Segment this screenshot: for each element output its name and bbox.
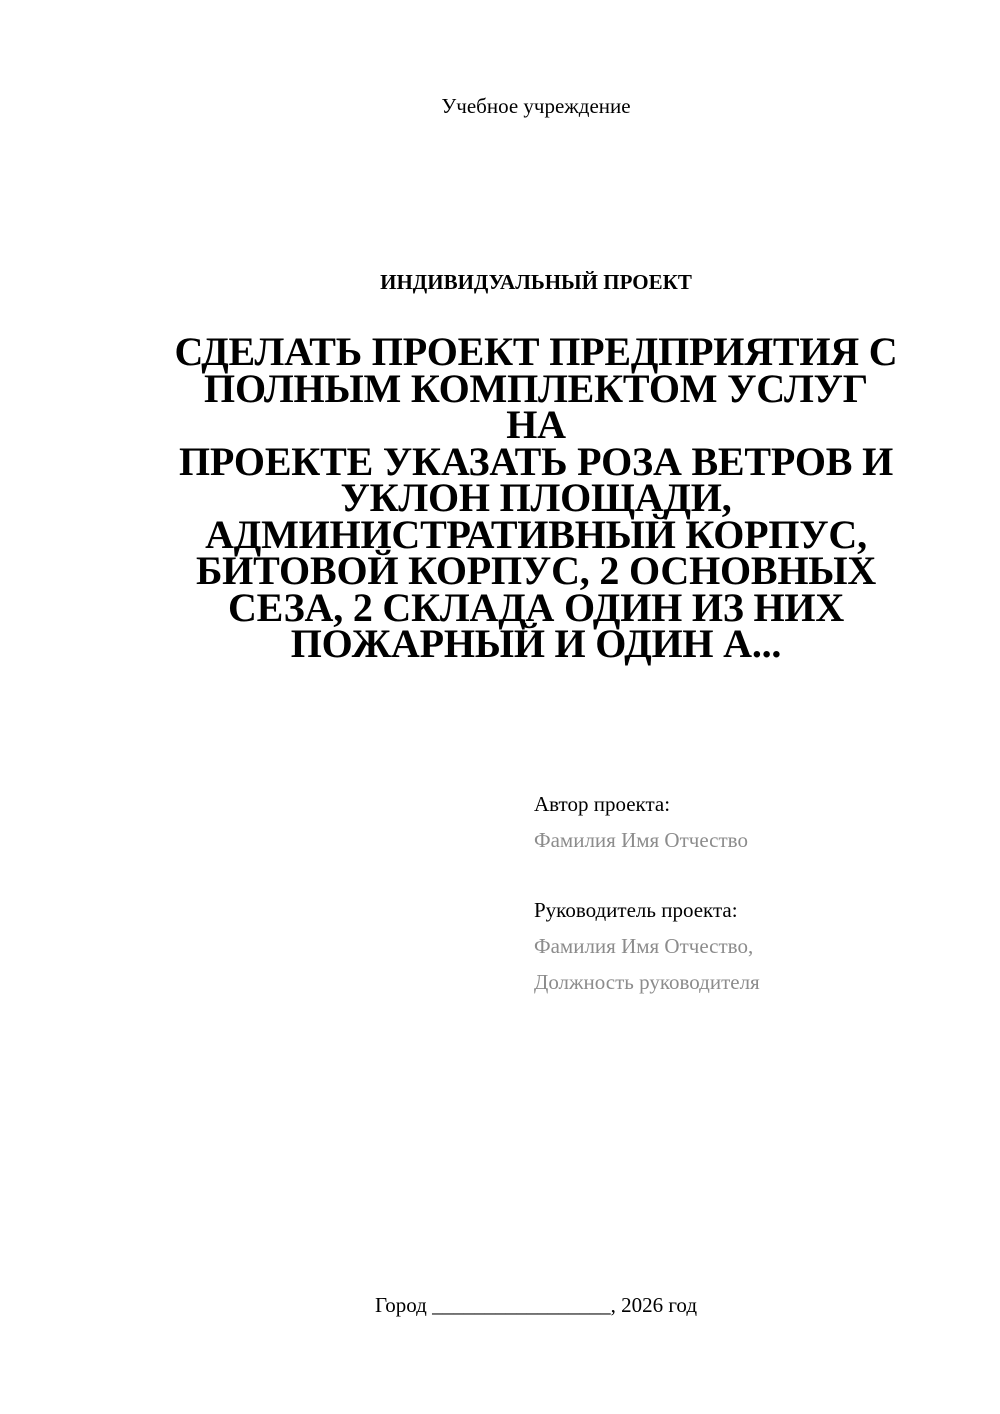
project-title-line: ПОЖАРНЫЙ И ОДИН А... — [290, 621, 782, 666]
supervisor-name: Фамилия Имя Отчество, — [534, 934, 754, 958]
supervisor-position: Должность руководителя — [534, 970, 760, 994]
project-title-line: УКЛОН ПЛОЩАДИ, — [340, 475, 732, 520]
project-title-line: СДЕЛАТЬ ПРОЕКТ ПРЕДПРИЯТИЯ С — [174, 329, 898, 374]
author-block — [534, 786, 974, 858]
project-title-line: ПОЛНЫМ КОМПЛЕКТОМ УСЛУГ НА — [204, 365, 868, 447]
project-title-line: ПРОЕКТЕ УКАЗАТЬ РОЗА ВЕТРОВ И — [179, 438, 893, 484]
author-label: Автор проекта: — [534, 792, 671, 816]
project-title-line: АДМИНИСТРАТИВНЫЙ КОРПУС, — [205, 511, 867, 557]
author-name: Фамилия Имя Отчество — [534, 828, 748, 852]
project-type-heading: ИНДИВИДУАЛЬНЫЙ ПРОЕКТ — [380, 270, 692, 294]
project-title-line: СЕЗА, 2 СКЛАДА ОДИН ИЗ НИХ — [227, 584, 845, 630]
project-title — [170, 329, 902, 666]
supervisor-label: Руководитель проекта: — [534, 898, 738, 922]
city-year-line: Город _________________, 2026 год — [374, 1293, 698, 1317]
supervisor-block — [534, 892, 974, 1000]
project-title-line: БИТОВОЙ КОРПУС, 2 ОСНОВНЫХ — [195, 548, 877, 593]
institution-name: Учебное учреждение — [441, 94, 631, 118]
